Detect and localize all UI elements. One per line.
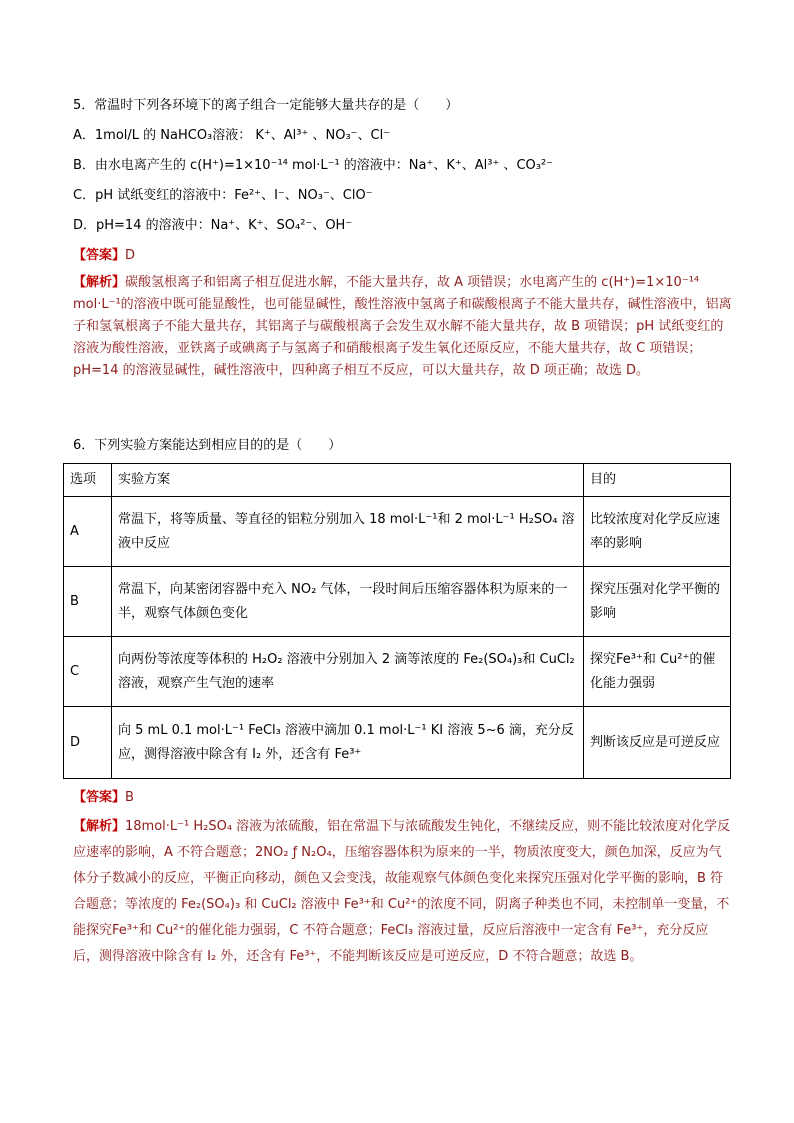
analysis-text: 18mol·L⁻¹ H₂SO₄ 溶液为浓硫酸，铝在常温下与浓硫酸发生钝化，不继续反应，则不能比较浓度对化学反应速率的影响，A 不符合题意；2NO₂ ƒ N₂O₄，压缩容器体积为原来的一半，物质浓度变大，颜色加深，反应为气体分子数减小的反应，平衡正向移动，颜色又会变浅，故能观察气体颜色变化来探究压强对化学平衡的影响，B 符合题意；等浓度的 Fe₂(SO₄)₃ 和 CuCl₂ 溶液中 Fe³⁺和 Cu²⁺的浓度不同，阴离子种类也不同，未控制单一变量，不能探究Fe³⁺和 Cu²⁺的催化能力强弱，C 不符合题意；FeCl₃ 溶液过量，反应后溶液中一定含有 Fe³⁺，充分反应后，测得溶液中除含有 I₂ 外，还含有 Fe³⁺，不能判断该反应是可逆反应，D 不符合题意；故选 B。 (73, 819, 731, 964)
row-option: B (64, 567, 112, 637)
answer-value: D (125, 248, 136, 263)
answer-value: B (125, 790, 134, 805)
q5-answer (73, 246, 135, 266)
q6-analysis (73, 814, 733, 970)
row-goal: 比较浓度对化学反应速率的影响 (584, 497, 731, 567)
answer-tag: 【答案】 (73, 790, 126, 805)
q5-option-d: D．pH=14 的溶液中：Na⁺、K⁺、SO₄²⁻、OH⁻ (73, 218, 353, 233)
row-goal: 探究Fe³⁺和 Cu²⁺的催化能力强弱 (584, 637, 731, 707)
q5-option-c: C．pH 试纸变红的溶液中：Fe²⁺、I⁻、NO₃⁻、ClO⁻ (73, 188, 373, 203)
header-plan: 实验方案 (112, 464, 584, 497)
experiment-table (63, 463, 731, 779)
q6-answer (73, 788, 134, 808)
row-option: A (64, 497, 112, 567)
q5-stem: 5．常温时下列各环境下的离子组合一定能够大量共存的是（ ） (73, 98, 459, 113)
table-row (64, 497, 731, 567)
row-plan: 向两份等浓度等体积的 H₂O₂ 溶液中分别加入 2 滴等浓度的 Fe₂(SO₄)₃和 CuCl₂ 溶液，观察产生气泡的速率 (112, 637, 584, 707)
q5-option-b: B．由水电离产生的 c(H⁺)=1×10⁻¹⁴ mol·L⁻¹ 的溶液中：Na⁺、K⁺、Al³⁺ 、CO₃²⁻ (73, 158, 554, 173)
answer-tag: 【答案】 (73, 248, 126, 263)
q6-stem: 6．下列实验方案能达到相应目的的是（ ） (73, 438, 342, 453)
row-option: D (64, 707, 112, 779)
analysis-tag: 【解析】 (73, 275, 126, 290)
q5-option-a: A．1mol/L 的 NaHCO₃溶液： K⁺、Al³⁺ 、NO₃⁻、Cl⁻ (73, 128, 391, 143)
table-row (64, 567, 731, 637)
table-row (64, 707, 731, 779)
table-row (64, 637, 731, 707)
row-goal: 判断该反应是可逆反应 (584, 707, 731, 779)
analysis-text: 碳酸氢根离子和铝离子相互促进水解，不能大量共存，故 A 项错误；水电离产生的 c(H⁺)=1×10⁻¹⁴ mol·L⁻¹的溶液中既可能显酸性，也可能显碱性，酸性溶液中氢离子和碳酸根离子不能大量共存，碱性溶液中，铝离子和氢氧根离子不能大量共存，其铝离子与碳酸根离子会发生双水解不能大量共存，故 B 项错误；pH 试纸变红的溶液为酸性溶液，亚铁离子或碘离子与氢离子和硝酸根离子发生氧化还原反应，不能大量共存，故 C 项错误；pH=14 的溶液显碱性，碱性溶液中，四种离子相互不反应，可以大量共存，故 D 项正确；故选 D。 (73, 275, 732, 378)
row-goal: 探究压强对化学平衡的影响 (584, 567, 731, 637)
analysis-tag: 【解析】 (73, 819, 126, 834)
q5-analysis (73, 272, 733, 382)
header-goal: 目的 (584, 464, 731, 497)
row-plan: 常温下，将等质量、等直径的铝粒分别加入 18 mol·L⁻¹和 2 mol·L⁻¹ H₂SO₄ 溶液中反应 (112, 497, 584, 567)
header-option: 选项 (64, 464, 112, 497)
table-header-row (64, 464, 731, 497)
row-option: C (64, 637, 112, 707)
row-plan: 向 5 mL 0.1 mol·L⁻¹ FeCl₃ 溶液中滴加 0.1 mol·L⁻¹ KI 溶液 5~6 滴，充分反应，测得溶液中除含有 I₂ 外，还含有 Fe³⁺ (112, 707, 584, 779)
row-plan: 常温下，向某密闭容器中充入 NO₂ 气体，一段时间后压缩容器体积为原来的一半，观察气体颜色变化 (112, 567, 584, 637)
